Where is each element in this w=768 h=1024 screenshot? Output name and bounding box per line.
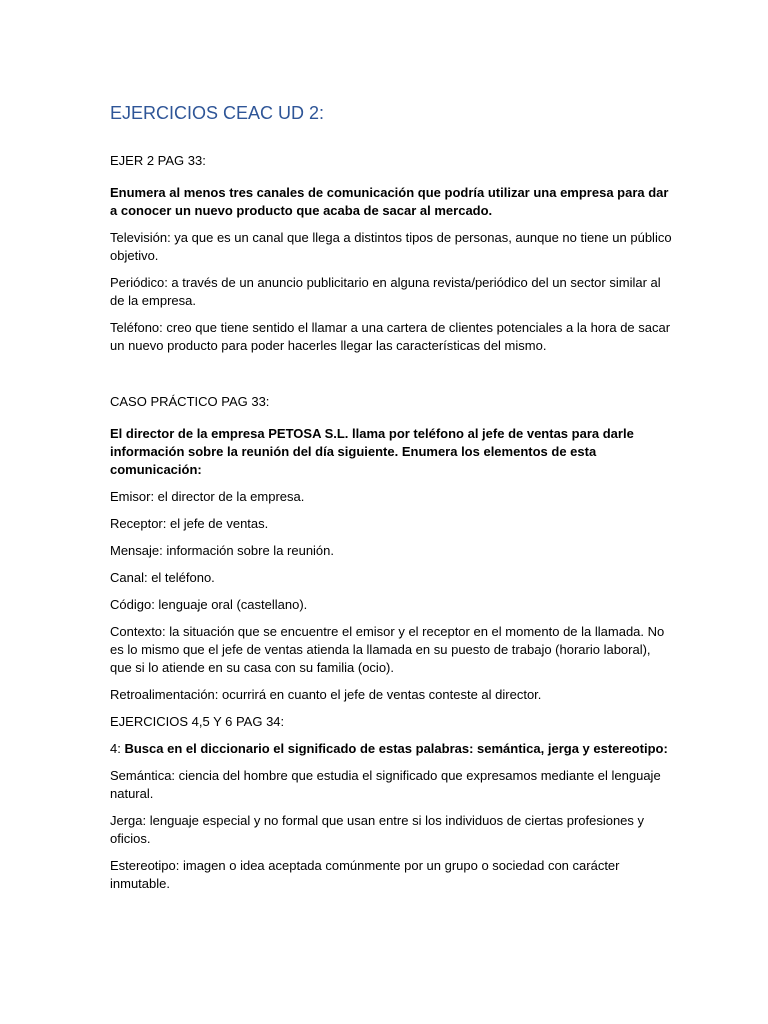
section2-answer: Canal: el teléfono. [110,570,215,585]
question-number: 4: [110,741,125,756]
section2-heading: CASO PRÁCTICO PAG 33: [110,394,270,409]
section3-question: Busca en el diccionario el significado de estas palabras: semántica, jerga y estereotipo: [124,741,668,756]
section2-answer: Código: lenguaje oral (castellano). [110,597,308,612]
section2-answer: Contexto: la situación que se encuentre el emisor y el receptor en el momento de la llamada. No es lo mismo que el jefe de ventas atienda la llamada en su puesto de trabajo (horario laboral), que si lo atiende en su casa con su familia (ocio). [110,624,665,675]
section3-question-line [110,740,672,758]
section1-answer: Televisión: ya que es un canal que llega a distintos tipos de personas, aunque no tiene un público objetivo. [110,230,672,263]
section3-answer: Semántica: ciencia del hombre que estudia el significado que expresamos mediante el lenguaje natural. [110,768,661,801]
section2-answer: Mensaje: información sobre la reunión. [110,543,335,558]
section2-answer: Emisor: el director de la empresa. [110,489,305,504]
section3-answer: Jerga: lenguaje especial y no formal que usan entre si los individuos de ciertas profesiones y oficios. [110,813,645,846]
section2-question: El director de la empresa PETOSA S.L. llama por teléfono al jefe de ventas para darle información sobre la reunión del día siguiente. Enumera los elementos de esta comunicación: [110,426,634,477]
section1-answer: Teléfono: creo que tiene sentido el llamar a una cartera de clientes potenciales a la hora de sacar un nuevo producto para poder hacerles llegar las características del mismo. [110,320,671,353]
document-title: EJERCICIOS CEAC UD 2: [110,103,325,123]
section1-question: Enumera al menos tres canales de comunicación que podría utilizar una empresa para dar a conocer un nuevo producto que acaba de sacar al mercado. [110,185,669,218]
section1-heading: EJER 2 PAG 33: [110,153,206,168]
section3-answer: Estereotipo: imagen o idea aceptada comúnmente por un grupo o sociedad con carácter inmutable. [110,858,620,891]
section3-heading: EJERCICIOS 4,5 Y 6 PAG 34: [110,714,285,729]
section2-answer: Retroalimentación: ocurrirá en cuanto el jefe de ventas conteste al director. [110,687,542,702]
section2-answer: Receptor: el jefe de ventas. [110,516,269,531]
section1-answer: Periódico: a través de un anuncio publicitario en alguna revista/periódico del un sector similar al de la empresa. [110,275,661,308]
